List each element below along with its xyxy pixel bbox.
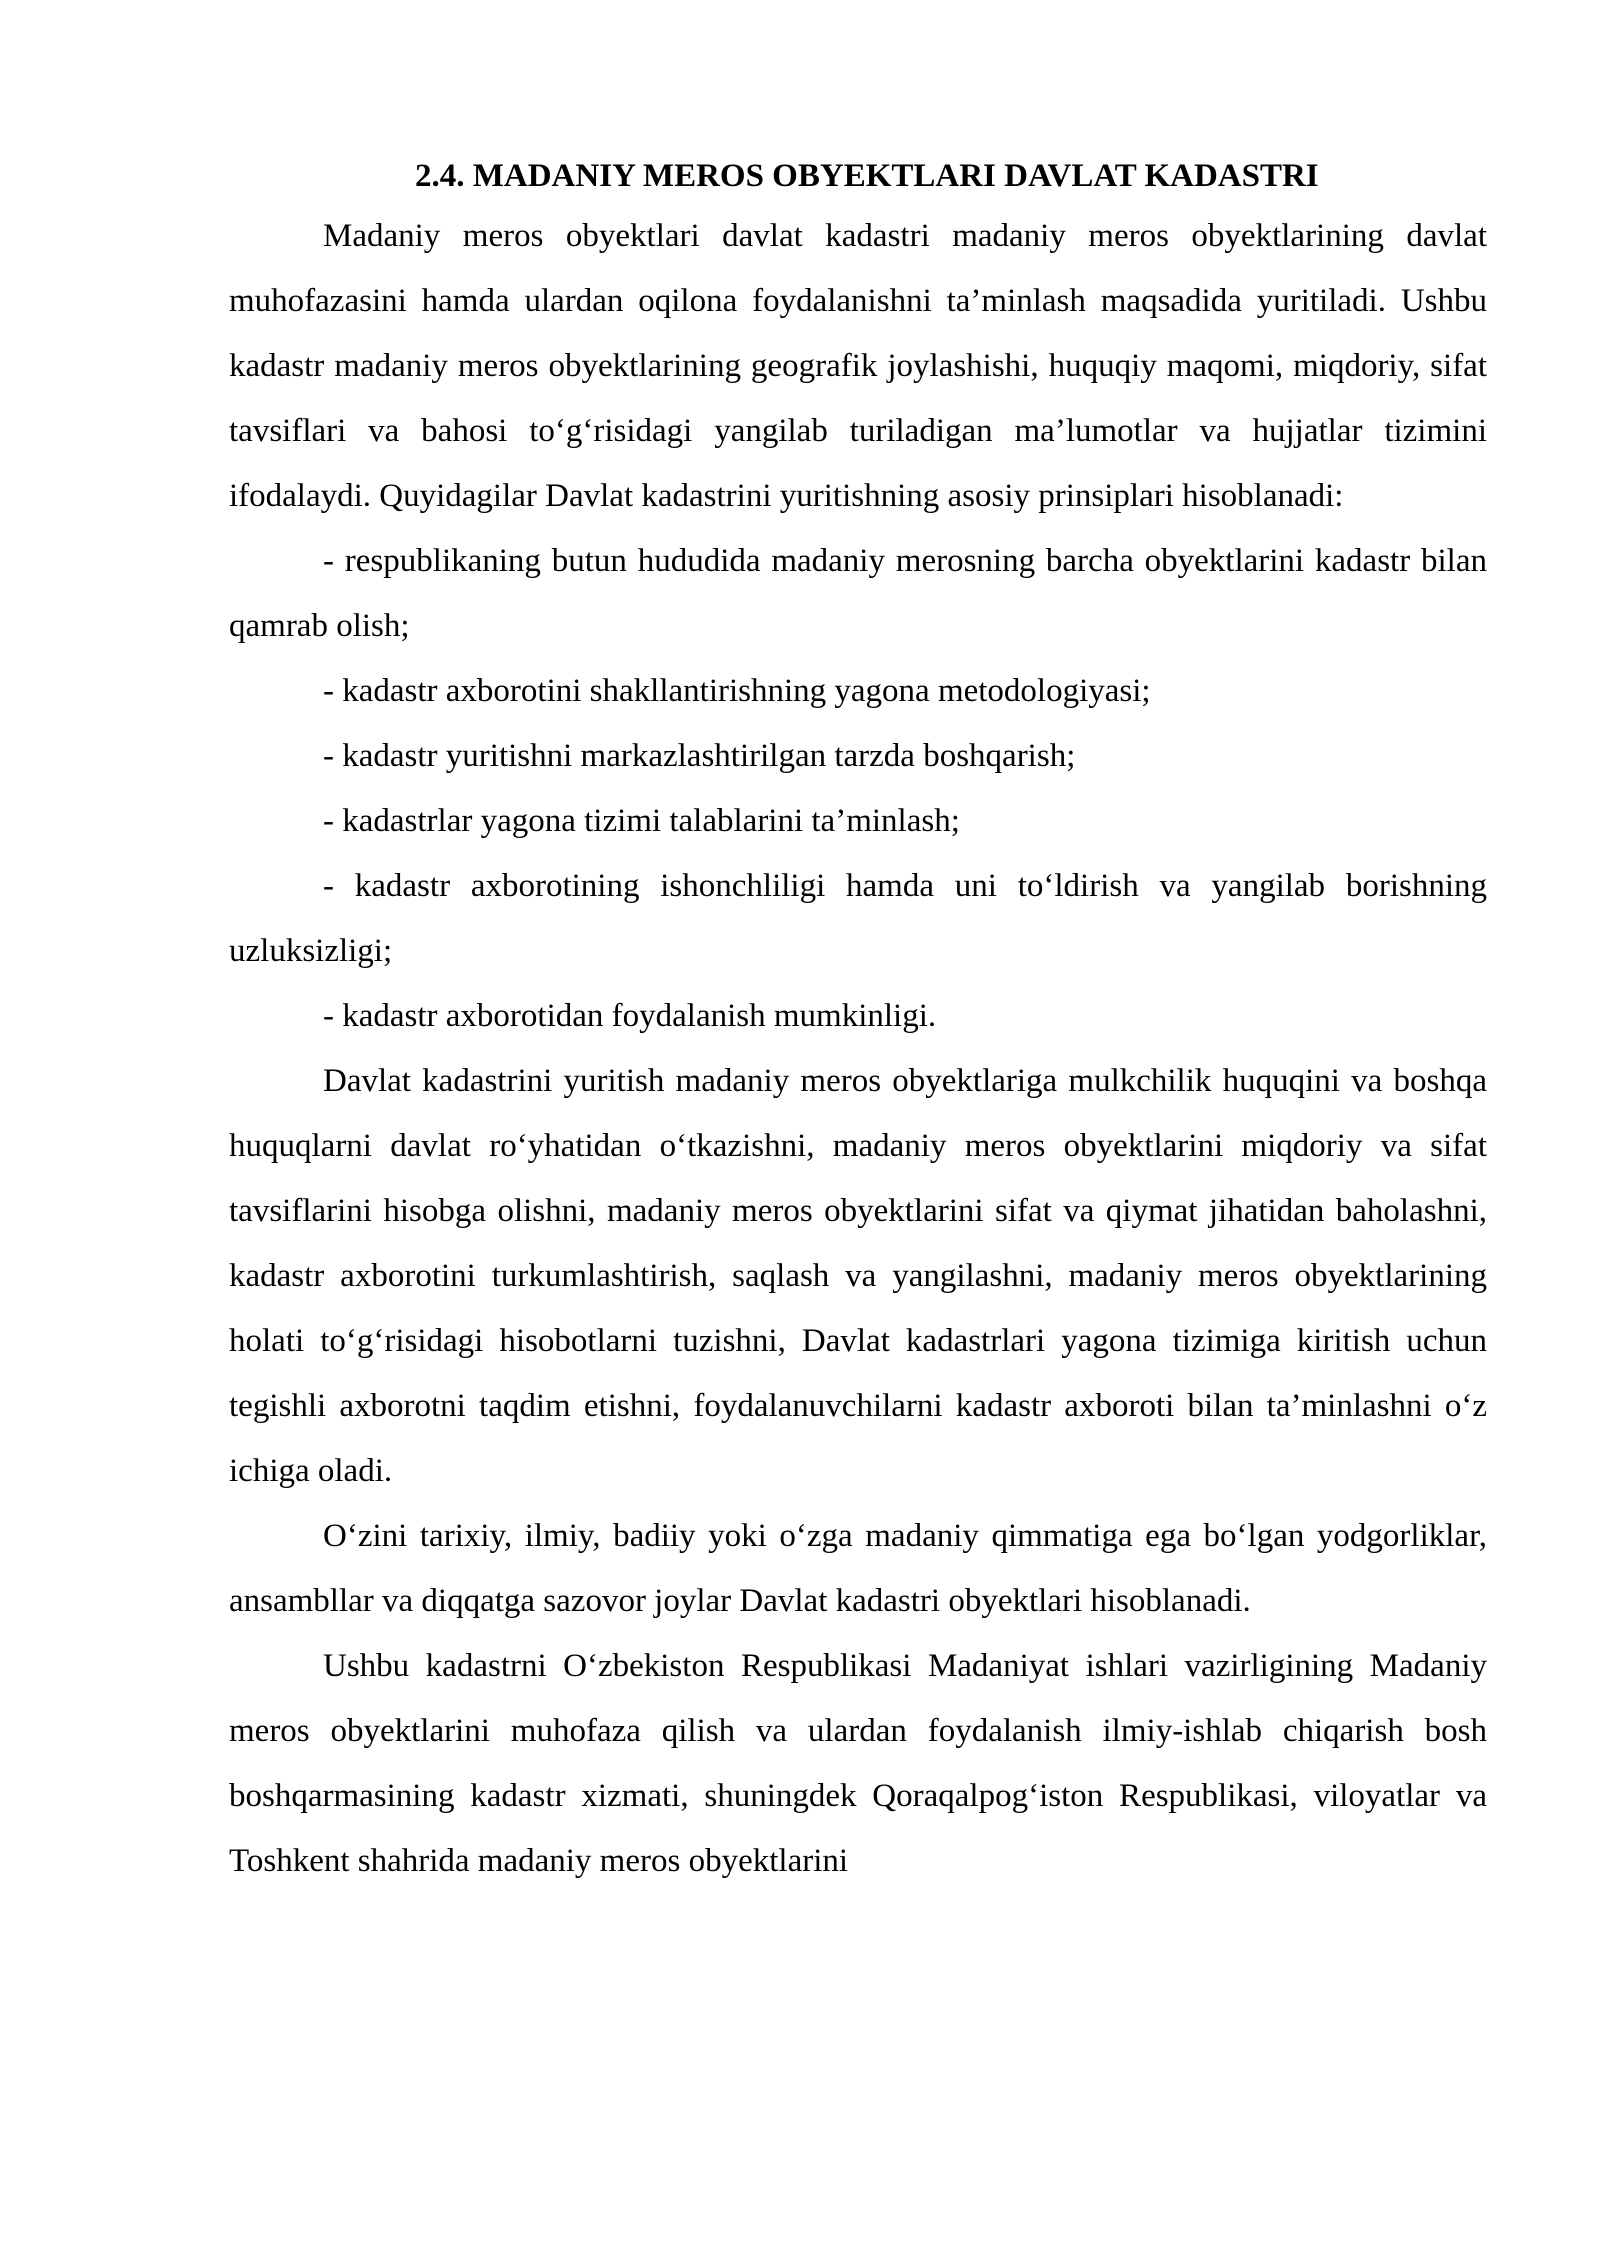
paragraph-cadastre-service: Ushbu kadastrni O‘zbekiston Respublikasi Madaniyat ishlari vazirligining Madaniy meros obyektlarini muhofaza qilish va ulardan foydalanish ilmiy-ishlab chiqarish bosh boshqarmasining kadastr xizmati, shuningdek Qoraqalpog‘iston Respublikasi, viloyatlar va Toshkent shahrida madaniy meros obyektlarini [229, 1648, 1487, 1879]
paragraph-cadastre-scope: Davlat kadastrini yuritish madaniy meros obyektlariga mulkchilik huquqini va boshqa huquqlarni davlat ro‘yhatidan o‘tkazishni, madaniy meros obyektlarini miqdoriy va sifat tavsiflarini hisobga olishni, madaniy meros obyektlarini sifat va qiymat jihatidan baholashni, kadastr axborotini turkumlashtirish, saqlash va yangilashni, madaniy meros obyektlarining holati to‘g‘risidagi hisobotlarni tuzishni, Davlat kadastrlari yagona tizimiga kiritish uchun tegishli axborotni taqdim etishni, foydalanuvchilarni kadastr axboroti bilan ta’minlashni o‘z ichiga oladi. [229, 1063, 1487, 1489]
paragraph-cadastre-objects: O‘zini tarixiy, ilmiy, badiiy yoki o‘zga madaniy qimmatiga ega bo‘lgan yodgorliklar, ansambllar va diqqatga sazovor joylar Davlat kadastri obyektlari hisoblanadi. [229, 1518, 1487, 1619]
list-item-management: - kadastr yuritishni markazlashtirilgan tarzda boshqarish; [323, 738, 1076, 774]
section-title: 2.4. MADANIY MEROS OBYEKTLARI DAVLAT KADASTRI [415, 158, 1319, 194]
document-page [229, 150, 1487, 1894]
paragraph-intro: Madaniy meros obyektlari davlat kadastri madaniy meros obyektlarining davlat muhofazasini hamda ulardan oqilona foydalanishni ta’minlash maqsadida yuritiladi. Ushbu kadastr madaniy meros obyektlarining geografik joylashishi, huquqiy maqomi, miqdoriy, sifat tavsiflari va bahosi to‘g‘risidagi yangilab turiladigan ma’lumotlar va hujjatlar tizimini ifodalaydi. Quyidagilar Davlat kadastrini yuritishning asosiy prinsiplari hisoblanadi: [229, 218, 1487, 514]
list-item-requirements: - kadastrlar yagona tizimi talablarini ta’minlash; [323, 803, 960, 839]
list-item-methodology: - kadastr axborotini shakllantirishning yagona metodologiyasi; [323, 673, 1151, 709]
list-item-coverage: - respublikaning butun hududida madaniy merosning barcha obyektlarini kadastr bilan qamrab olish; [229, 543, 1487, 644]
list-item-accessibility: - kadastr axborotidan foydalanish mumkinligi. [323, 998, 937, 1034]
list-item-reliability: - kadastr axborotining ishonchliligi hamda uni to‘ldirish va yangilab borishning uzluksizligi; [229, 868, 1487, 969]
